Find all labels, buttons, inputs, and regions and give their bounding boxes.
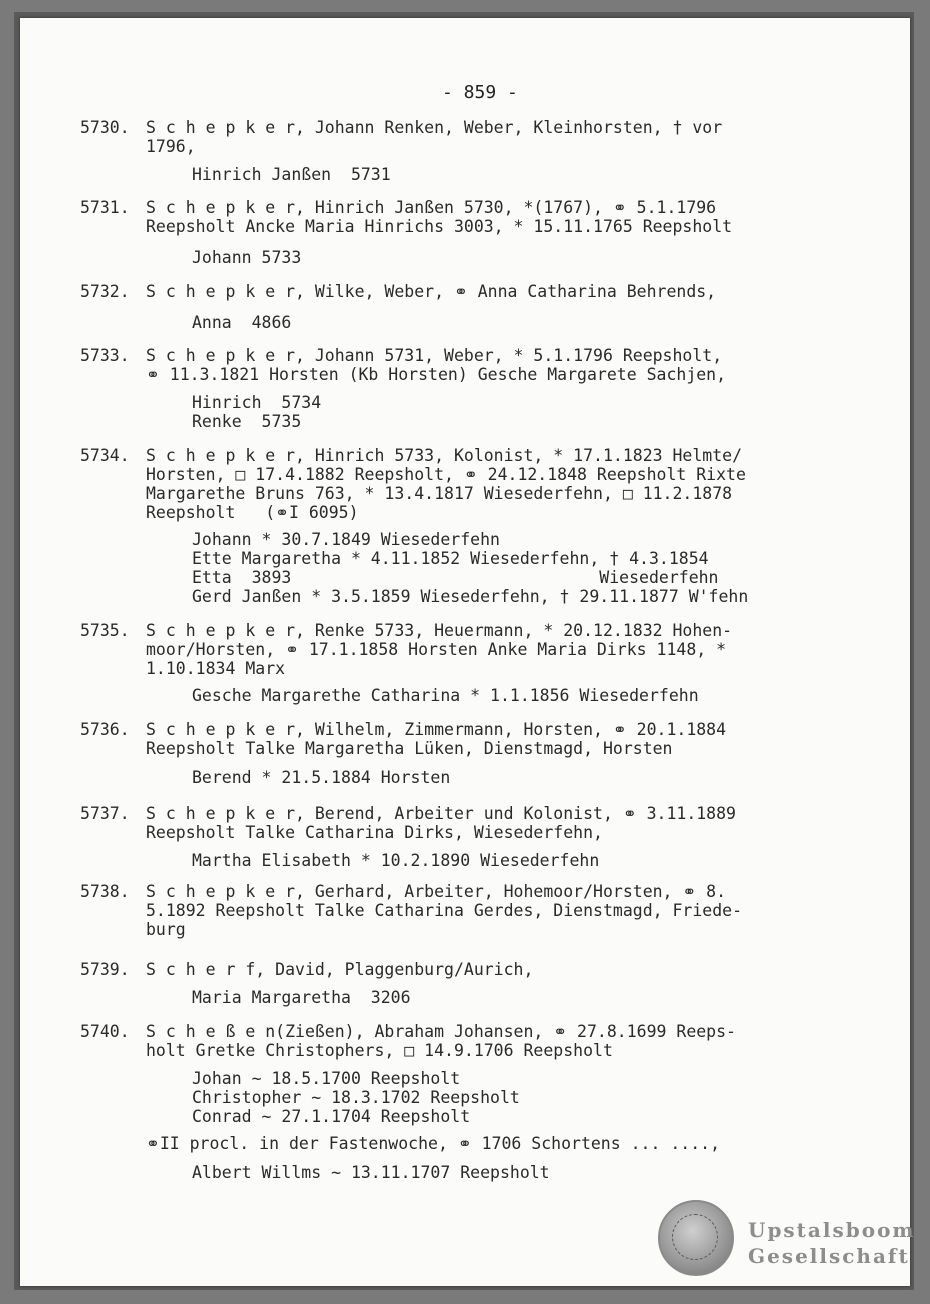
- entry-line: S c h e r f, David, Plaggenburg/Aurich,: [146, 960, 534, 979]
- entry-line: Reepsholt (⚭I 6095): [146, 503, 359, 522]
- entry-line: burg: [146, 920, 186, 939]
- entry-line: Albert Willms ~ 13.11.1707 Reepsholt: [192, 1163, 550, 1182]
- entry-line: Johann 5733: [192, 248, 302, 267]
- entry-line: Horsten, □ 17.4.1882 Reepsholt, ⚭ 24.12.1848 Reepsholt Rixte: [146, 465, 746, 484]
- entry-line: Christopher ~ 18.3.1702 Reepsholt: [192, 1088, 520, 1107]
- entry-line: S c h e p k e r, Hinrich Janßen 5730, *(1767), ⚭ 5.1.1796: [146, 198, 717, 217]
- entry-line: moor/Horsten, ⚭ 17.1.1858 Horsten Anke Maria Dirks 1148, *: [146, 640, 727, 659]
- entry-line: S c h e p k e r, Gerhard, Arbeiter, Hohemoor/Horsten, ⚭ 8.: [146, 882, 727, 901]
- entry-number: 5731.: [80, 198, 130, 217]
- entry-line: Gesche Margarethe Catharina * 1.1.1856 Wiesederfehn: [192, 686, 699, 705]
- entry-number: 5737.: [80, 804, 130, 823]
- entry-line: S c h e p k e r, Wilke, Weber, ⚭ Anna Catharina Behrends,: [146, 282, 717, 301]
- entry-line: Renke 5735: [192, 412, 302, 431]
- entry-line: S c h e ß e n(Zießen), Abraham Johansen, ⚭ 27.8.1699 Reeps-: [146, 1022, 736, 1041]
- entry-line: holt Gretke Christophers, □ 14.9.1706 Reepsholt: [146, 1041, 613, 1060]
- entry-line: S c h e p k e r, Wilhelm, Zimmermann, Horsten, ⚭ 20.1.1884: [146, 720, 727, 739]
- entry-line: Maria Margaretha 3206: [192, 988, 411, 1007]
- entry-line: Conrad ~ 27.1.1704 Reepsholt: [192, 1107, 471, 1126]
- entry-line: 1796,: [146, 137, 196, 156]
- entry-line: Reepsholt Talke Margaretha Lüken, Dienstmagd, Horsten: [146, 739, 673, 758]
- entry-line: Margarethe Bruns 763, * 13.4.1817 Wiesederfehn, □ 11.2.1878: [146, 484, 733, 503]
- entry-line: 1.10.1834 Marx: [146, 659, 286, 678]
- entry-line: Reepsholt Ancke Maria Hinrichs 3003, * 15.11.1765 Reepsholt: [146, 217, 733, 236]
- entry-line: ⚭II procl. in der Fastenwoche, ⚭ 1706 Schortens ... ....,: [146, 1134, 721, 1153]
- brand-line1: Upstalsboom: [748, 1218, 916, 1242]
- entry-line: Martha Elisabeth * 10.2.1890 Wiesederfehn: [192, 851, 600, 870]
- entry-line: Berend * 21.5.1884 Horsten: [192, 768, 451, 787]
- entry-line: 5.1892 Reepsholt Talke Catharina Gerdes, Dienstmagd, Friede-: [146, 901, 743, 920]
- entry-line: Ette Margaretha * 4.11.1852 Wiesederfehn, † 4.3.1854: [192, 549, 709, 568]
- entry-line: Johann * 30.7.1849 Wiesederfehn: [192, 530, 500, 549]
- entry-number: 5736.: [80, 720, 130, 739]
- entry-line: ⚭ 11.3.1821 Horsten (Kb Horsten) Gesche Margarete Sachjen,: [146, 365, 727, 384]
- entry-line: Hinrich 5734: [192, 393, 322, 412]
- entry-number: 5730.: [80, 118, 130, 137]
- entry-number: 5735.: [80, 621, 130, 640]
- coin-seal-icon: [658, 1200, 734, 1276]
- brand-line2: Gesellschaft: [748, 1244, 910, 1268]
- entry-number: 5740.: [80, 1022, 130, 1041]
- entry-line: Anna 4866: [192, 313, 292, 332]
- entry-line: S c h e p k e r, Hinrich 5733, Kolonist, * 17.1.1823 Helmte/: [146, 446, 743, 465]
- page-number: - 859 -: [442, 82, 518, 103]
- entry-line: Etta 3893 Wiesederfehn: [192, 568, 719, 587]
- entry-line: S c h e p k e r, Renke 5733, Heuermann, * 20.12.1832 Hohen-: [146, 621, 733, 640]
- entry-line: S c h e p k e r, Johann 5731, Weber, * 5.1.1796 Reepsholt,: [146, 346, 723, 365]
- entry-line: S c h e p k e r, Berend, Arbeiter und Kolonist, ⚭ 3.11.1889: [146, 804, 736, 823]
- entry-line: Hinrich Janßen 5731: [192, 165, 391, 184]
- entry-number: 5733.: [80, 346, 130, 365]
- entry-line: Gerd Janßen * 3.5.1859 Wiesederfehn, † 29.11.1877 W'fehn: [192, 587, 749, 606]
- entry-number: 5734.: [80, 446, 130, 465]
- entry-line: Johan ~ 18.5.1700 Reepsholt: [192, 1069, 461, 1088]
- entry-line: Reepsholt Talke Catharina Dirks, Wiesederfehn,: [146, 823, 603, 842]
- entry-number: 5732.: [80, 282, 130, 301]
- entry-line: S c h e p k e r, Johann Renken, Weber, Kleinhorsten, † vor: [146, 118, 723, 137]
- entry-number: 5738.: [80, 882, 130, 901]
- entry-number: 5739.: [80, 960, 130, 979]
